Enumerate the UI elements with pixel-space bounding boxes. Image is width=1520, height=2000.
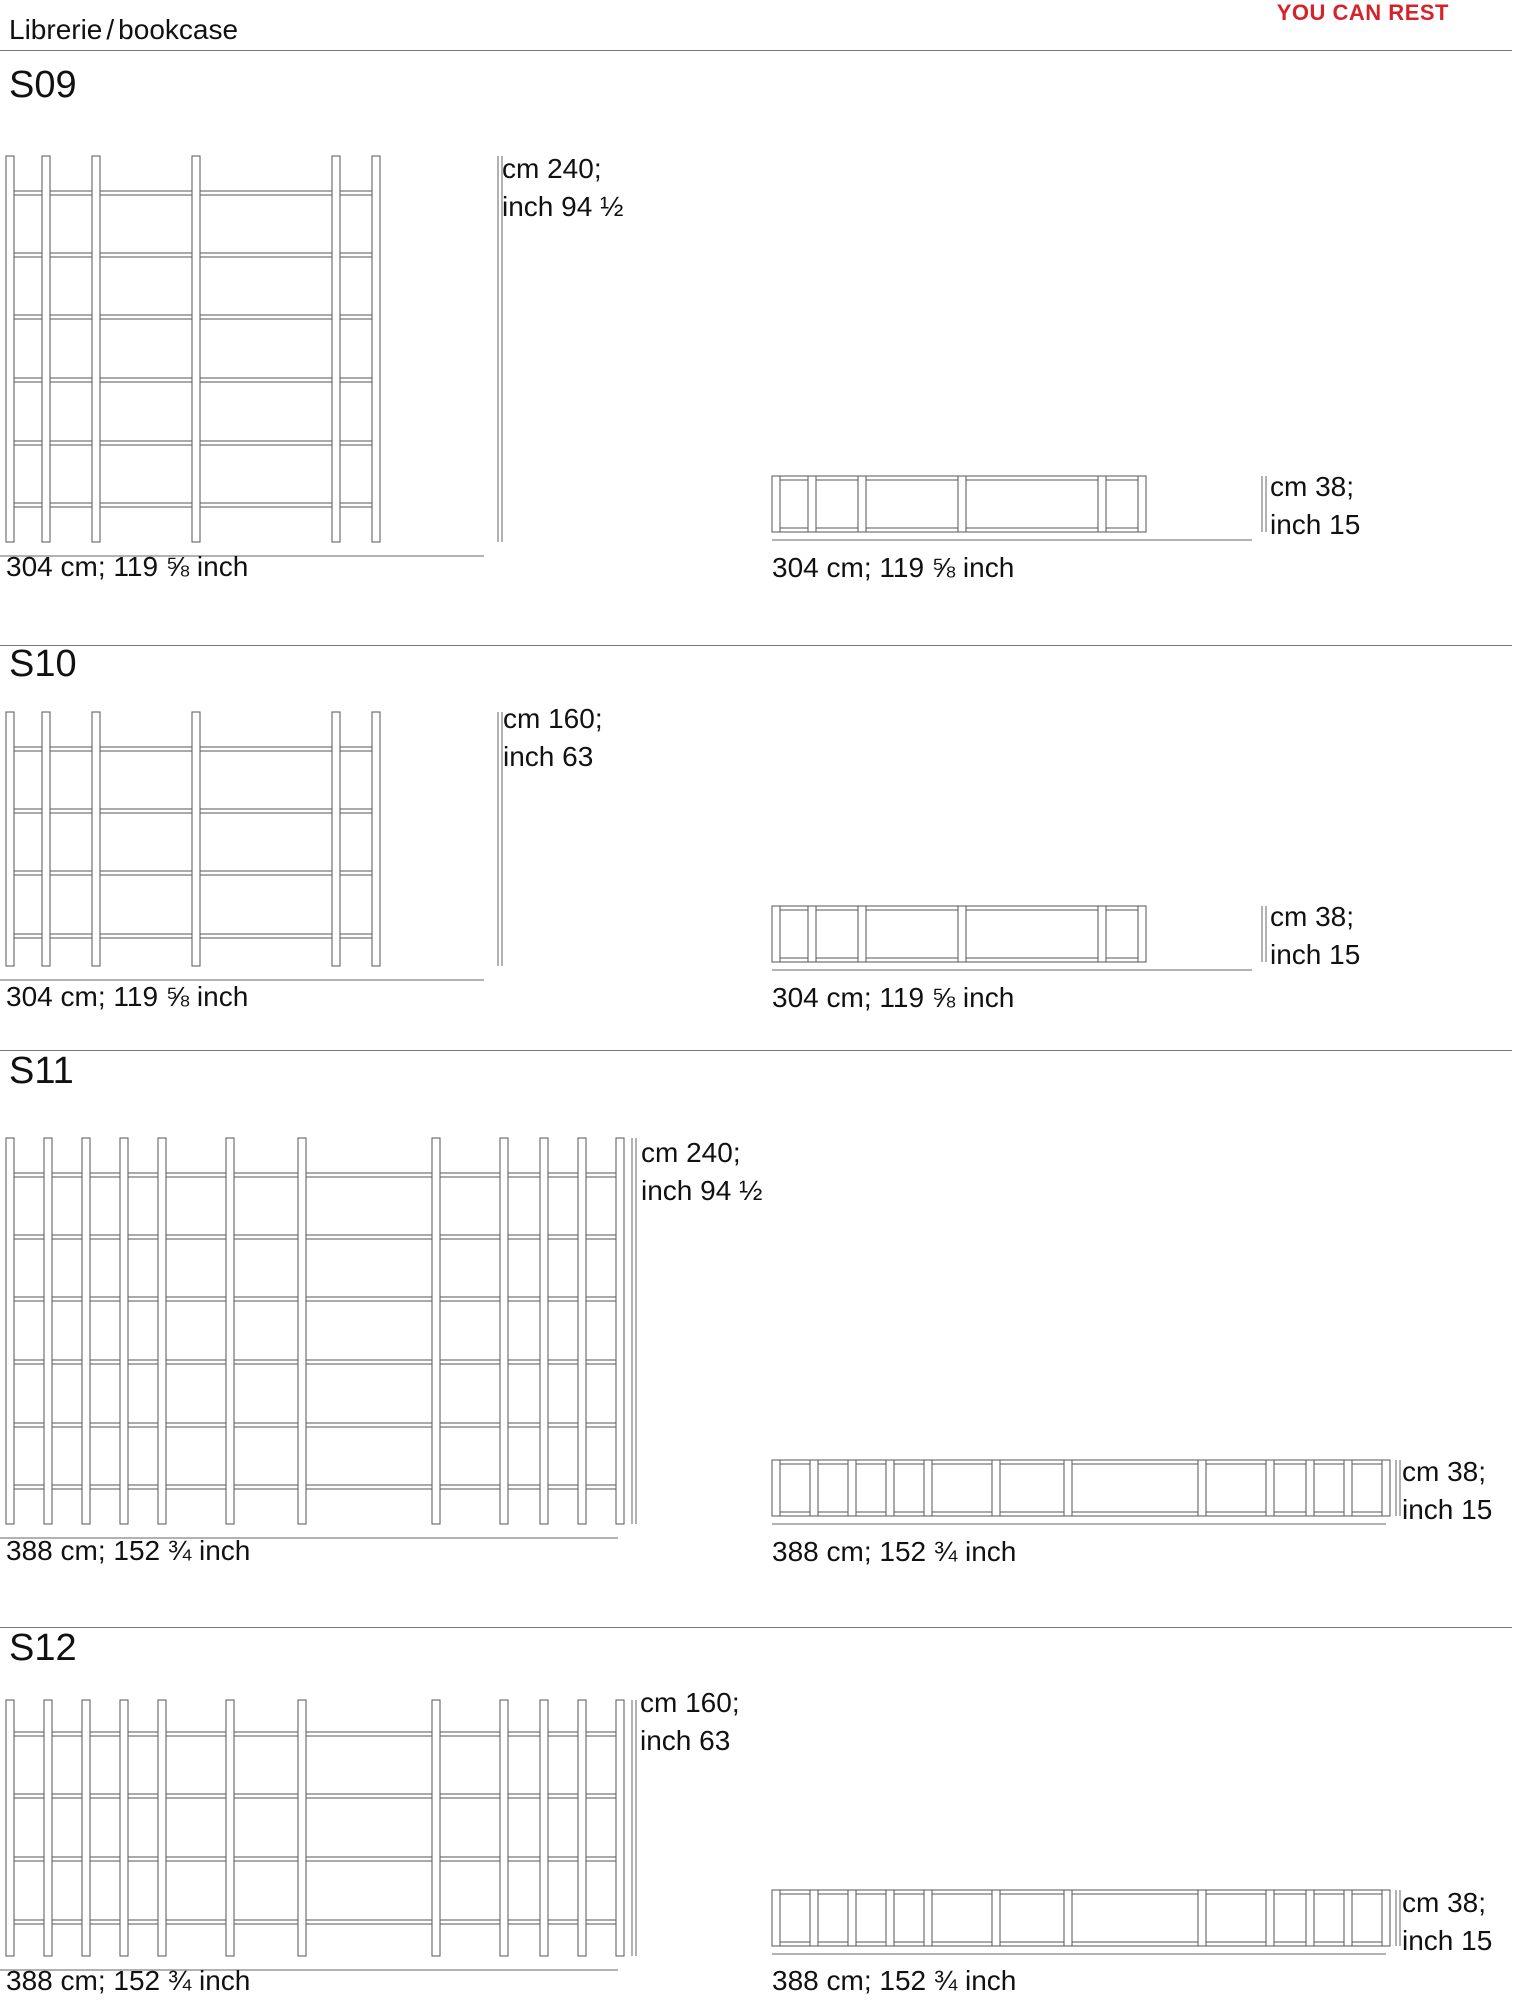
depth-inch: inch 15 (1270, 939, 1361, 970)
height-cm: cm 240; (502, 153, 602, 184)
breadcrumb-separator: / (106, 14, 115, 45)
depth-dimension (1402, 1884, 1492, 1960)
breadcrumb-section-en: bookcase (118, 14, 239, 45)
plan-upright (992, 1890, 1000, 1946)
model-code: S09 (9, 64, 77, 106)
height-cm: cm 160; (640, 1687, 740, 1718)
depth-cm: cm 38; (1270, 901, 1355, 932)
plan-upright (1382, 1890, 1390, 1946)
plan-upright (886, 1890, 894, 1946)
model-code: S11 (9, 1050, 74, 1092)
plan-upright (1266, 1890, 1274, 1946)
plan-upright (810, 1890, 818, 1946)
height-inch: inch 94 ½ (502, 191, 624, 222)
width-dimension: 388 cm; 152 ¾ inch (6, 1535, 251, 1566)
height-inch: inch 63 (640, 1725, 731, 1756)
height-inch: inch 94 ½ (641, 1175, 763, 1206)
width-dimension: 388 cm; 152 ¾ inch (6, 1965, 251, 1996)
plan-width-dimension: 388 cm; 152 ¾ inch (772, 1536, 1017, 1567)
depth-cm: cm 38; (1270, 471, 1355, 502)
plan-upright (1064, 1890, 1072, 1946)
depth-inch: inch 15 (1402, 1494, 1493, 1525)
width-dimension: 304 cm; 119 ⅝ inch (6, 981, 249, 1012)
breadcrumb-section-it: Librerie (9, 14, 103, 45)
plan-upright (924, 1890, 932, 1946)
height-cm: cm 240; (641, 1137, 741, 1168)
depth-cm: cm 38; (1402, 1887, 1487, 1918)
plan-upright (772, 1890, 780, 1946)
brand-logo: YOU CAN REST (1276, 0, 1449, 25)
width-dimension: 304 cm; 119 ⅝ inch (6, 551, 249, 582)
plan-upright (1344, 1890, 1352, 1946)
plan-upright (1198, 1890, 1206, 1946)
plan-width-dimension: 388 cm; 152 ¾ inch (772, 1965, 1017, 1996)
height-inch: inch 63 (503, 741, 594, 772)
plan-upright (1306, 1890, 1314, 1946)
plan-upright (848, 1890, 856, 1946)
depth-inch: inch 15 (1270, 509, 1361, 540)
plan-width-dimension: 304 cm; 119 ⅝ inch (772, 552, 1015, 583)
depth-cm: cm 38; (1402, 1456, 1487, 1487)
height-cm: cm 160; (503, 703, 603, 734)
depth-inch: inch 15 (1402, 1925, 1493, 1956)
model-code: S10 (9, 643, 77, 685)
model-code: S12 (9, 1627, 77, 1669)
plan-width-dimension: 304 cm; 119 ⅝ inch (772, 982, 1015, 1013)
